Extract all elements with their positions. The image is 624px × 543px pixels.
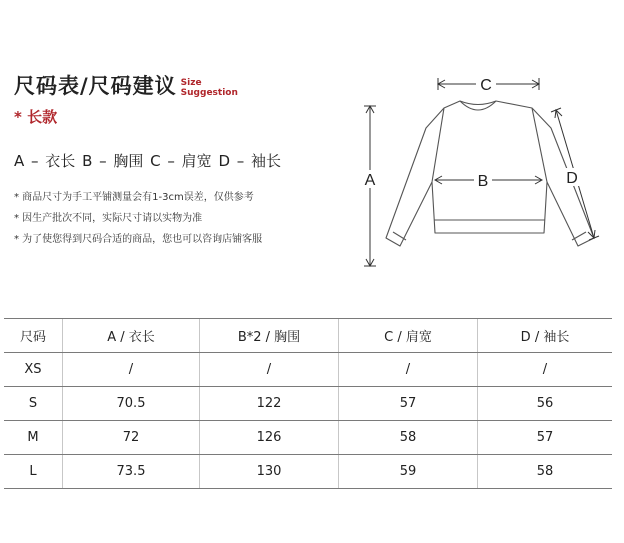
table-row [4, 387, 612, 421]
measurement-legend: A – 衣长 B – 胸围 C – 肩宽 D – 袖长 [14, 152, 282, 170]
col-header-size: 尺码 [4, 319, 63, 353]
note-item: * 为了使您得到尺码合适的商品，您也可以咨询店铺客服 [14, 234, 263, 245]
label-b: B [477, 173, 489, 190]
cell-chest: / [200, 353, 339, 387]
cell-sleeve: / [478, 353, 613, 387]
col-header-shoulder: C / 肩宽 [339, 319, 478, 353]
cell-shoulder: 58 [339, 421, 478, 455]
cell-chest: 122 [200, 387, 339, 421]
cell-shoulder: 57 [339, 387, 478, 421]
cell-size: M [4, 421, 63, 455]
cell-sleeve: 56 [478, 387, 613, 421]
notes-list [14, 191, 262, 254]
cell-shoulder: 59 [339, 455, 478, 489]
col-header-sleeve: D / 袖长 [478, 319, 613, 353]
note-item: * 商品尺寸为手工平铺测量会有1-3cm误差，仅供参考 [14, 192, 254, 203]
page-title: 尺码表/尺码建议 [14, 74, 177, 98]
cell-sleeve: 58 [478, 455, 613, 489]
cell-shoulder: / [339, 353, 478, 387]
cell-chest: 126 [200, 421, 339, 455]
left-cuff [393, 232, 406, 240]
table-row [4, 421, 612, 455]
style-label: * 长款 [14, 108, 58, 126]
label-d: D [566, 170, 578, 187]
table-row [4, 353, 612, 387]
sweater-collar [460, 101, 496, 105]
col-header-length: A / 衣长 [63, 319, 200, 353]
table-header-row [4, 319, 612, 353]
cell-chest: 130 [200, 455, 339, 489]
right-cuff [572, 232, 586, 240]
label-a: A [364, 172, 376, 189]
table-row [4, 455, 612, 489]
col-header-chest: B*2 / 胸围 [200, 319, 339, 353]
cell-length: / [63, 353, 200, 387]
note-item: * 因生产批次不同，实际尺寸请以实物为准 [14, 213, 203, 224]
size-table [4, 318, 612, 489]
cell-size: S [4, 387, 63, 421]
title-row [14, 74, 238, 98]
cell-length: 72 [63, 421, 200, 455]
label-c: C [480, 77, 492, 94]
right-sleeve-seam [532, 108, 547, 182]
sweater-diagram [356, 70, 606, 270]
cell-size: L [4, 455, 63, 489]
title-english-line2: Suggestion [180, 88, 238, 98]
cell-length: 73.5 [63, 455, 200, 489]
title-english-line1: Size [180, 78, 202, 88]
cell-length: 70.5 [63, 387, 200, 421]
cell-sleeve: 57 [478, 421, 613, 455]
title-english [181, 78, 238, 98]
cell-size: XS [4, 353, 63, 387]
